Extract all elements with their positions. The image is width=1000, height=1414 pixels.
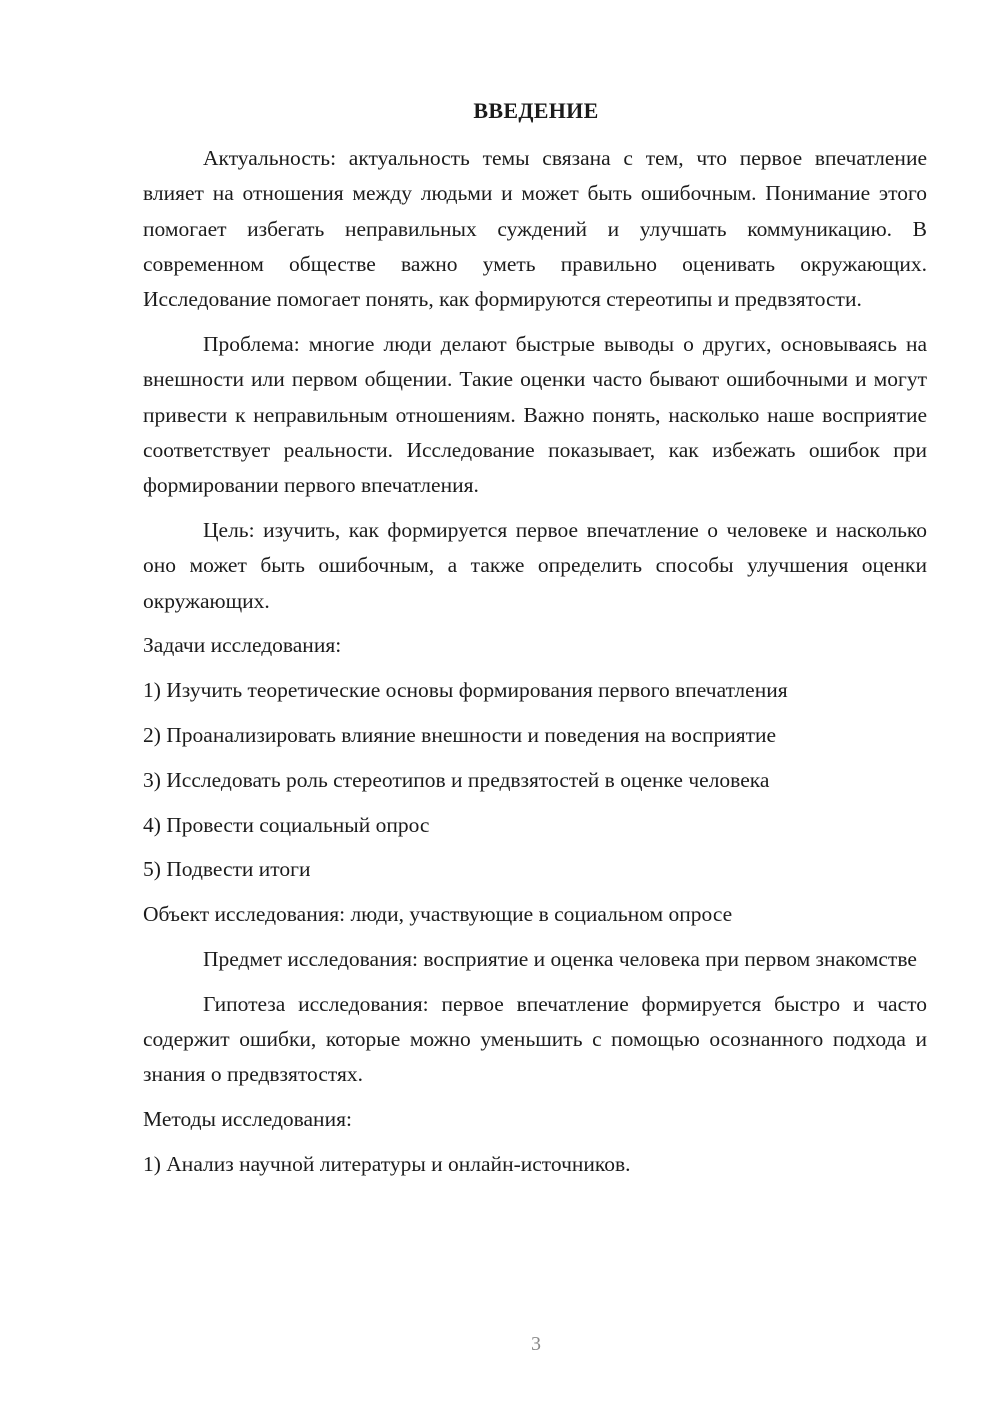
- relevance-paragraph: Актуальность: актуальность темы связана с тем, что первое впечатление влияет на отношения между людьми и может быть ошибочным. Понимание этого помогает избегать неправильных суждений и улучшать коммуникацию. В современном обществе важно уметь правильно оценивать окружающих. Исследование помогает понять, как формируются стереотипы и предвзятости.: [143, 146, 927, 312]
- method-item: 1) Анализ научной литературы и онлайн-источников.: [143, 1151, 631, 1176]
- task-item: 4) Провести социальный опрос: [143, 812, 430, 837]
- page-number: 3: [531, 1333, 541, 1355]
- section-heading: ВВЕДЕНИЕ: [473, 98, 599, 123]
- object-line: Объект исследования: люди, участвующие в социальном опросе: [143, 902, 733, 927]
- methods-title: Методы исследования:: [143, 1107, 352, 1132]
- task-item: 5) Подвести итоги: [143, 857, 311, 882]
- hypothesis-paragraph: Гипотеза исследования: первое впечатление формируется быстро и часто содержит ошибки, которые можно уменьшить с помощью осознанного подхода и знания о предвзятостях.: [143, 991, 927, 1087]
- task-item: 1) Изучить теоретические основы формирования первого впечатления: [143, 678, 788, 703]
- problem-paragraph: Проблема: многие люди делают быстрые выводы о других, основываясь на внешности или первом общении. Такие оценки часто бывают ошибочными и могут привести к неправильным отношениям. Важно понять, насколько наше восприятие соответствует реальности. Исследование показывает, как избежать ошибок при формировании первого впечатления.: [143, 331, 927, 498]
- task-item: 2) Проанализировать влияние внешности и поведения на восприятие: [143, 722, 777, 747]
- document-body: [143, 141, 927, 1192]
- subject-paragraph: Предмет исследования: восприятие и оценка человека при первом знакомстве: [203, 946, 917, 971]
- task-item: 3) Исследовать роль стереотипов и предвзятостей в оценке человека: [143, 767, 770, 792]
- goal-paragraph: Цель: изучить, как формируется первое впечатление о человеке и насколько оно может быть ошибочным, а также определить способы улучшения оценки окружающих.: [143, 517, 927, 613]
- tasks-title: Задачи исследования:: [143, 633, 342, 658]
